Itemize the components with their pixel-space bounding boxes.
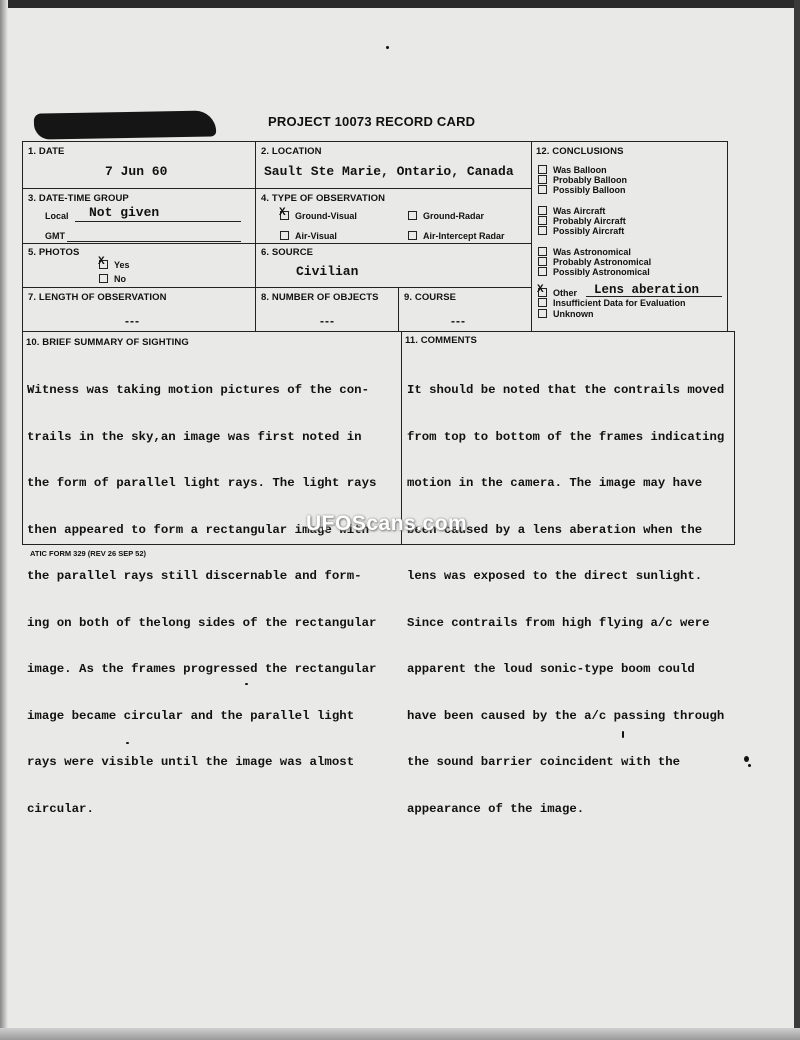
conclusion-checkbox — [538, 175, 547, 184]
air-visual-checkbox — [280, 231, 289, 240]
date-cell — [22, 141, 256, 189]
conclusion-label: Probably Aircraft — [553, 216, 626, 226]
comments-line: been caused by a lens aberation when the — [407, 522, 703, 537]
conclusion-label: Was Astronomical — [553, 247, 631, 257]
comments-line: the sound barrier coincident with the — [407, 755, 681, 769]
source-cell — [255, 243, 532, 288]
scan-speck — [126, 742, 129, 744]
local-value: Not given — [89, 205, 160, 220]
conclusion-checkbox — [538, 206, 547, 215]
location-label: 2. LOCATION — [261, 146, 322, 157]
conclusion-label: Other — [553, 288, 578, 298]
conclusion-label: Possibly Aircraft — [553, 226, 625, 236]
summary-line: trails in the sky,an image was first noted in — [27, 429, 362, 444]
summary-line: the form of parallel light rays. The light rays — [27, 476, 377, 490]
air-visual-label: Air-Visual — [295, 231, 337, 241]
source-value: Civilian — [296, 264, 359, 279]
conclusion-was-balloon — [538, 165, 607, 175]
photos-cell — [22, 243, 256, 288]
date-value: 7 Jun 60 — [105, 164, 168, 179]
comments-line: Since contrails from high flying a/c were — [407, 615, 710, 630]
comments-line: apparent the loud sonic-type boom could — [407, 662, 695, 676]
summary-line: the parallel rays still discernable and form- — [27, 569, 362, 583]
photos-no-label: No — [114, 274, 126, 284]
photos-yes-label: Yes — [114, 260, 130, 270]
conclusions-label: 12. CONCLUSIONS — [536, 146, 624, 157]
conclusion-label: Was Balloon — [553, 165, 607, 175]
photos-label: 5. PHOTOS — [28, 247, 80, 258]
conclusion-checkbox — [538, 267, 547, 276]
conclusion-checkbox — [538, 226, 547, 235]
conclusion-possibly-astronomical — [538, 267, 650, 277]
conclusion-probably-astronomical — [538, 257, 651, 267]
ground-visual-label: Ground-Visual — [295, 211, 357, 221]
date-time-group-cell — [22, 188, 256, 244]
conclusion-label: Possibly Astronomical — [553, 267, 650, 277]
scan-speck — [744, 756, 749, 762]
scan-edge-bottom — [0, 1028, 800, 1040]
number-of-objects-label: 8. NUMBER OF OBJECTS — [261, 292, 379, 303]
summary-line: circular. — [27, 801, 94, 816]
conclusion-possibly-aircraft — [538, 226, 624, 236]
summary-line: image. As the frames progressed the rectangular — [27, 662, 377, 676]
conclusion-checkbox — [538, 185, 547, 194]
type-of-observation-label: 4. TYPE OF OBSERVATION — [261, 193, 386, 204]
scan-edge-right — [794, 0, 800, 1040]
ground-radar-checkbox — [408, 211, 417, 220]
summary-line: image became circular and the parallel light — [27, 708, 355, 723]
conclusion-label: Unknown — [553, 309, 594, 319]
local-underline — [75, 221, 241, 222]
summary-text — [27, 352, 376, 833]
conclusion-probably-balloon — [538, 175, 627, 185]
location-value: Sault Ste Marie, Ontario, Canada — [264, 164, 514, 179]
scan-edge-top — [0, 0, 800, 8]
conclusion-label: Probably Astronomical — [553, 257, 652, 267]
conclusion-was-astronomical — [538, 247, 631, 257]
photos-no-checkbox — [99, 274, 108, 283]
conclusion-label: Probably Balloon — [553, 175, 628, 185]
air-intercept-radar-checkbox — [408, 231, 417, 240]
date-time-group-label: 3. DATE-TIME GROUP — [28, 193, 129, 204]
course-cell — [398, 287, 532, 332]
comments-line: lens was exposed to the direct sunlight. — [407, 569, 703, 583]
local-label: Local — [45, 211, 69, 221]
length-of-observation-label: 7. LENGTH OF OBSERVATION — [28, 292, 167, 303]
comments-line: appearance of the image. — [407, 801, 585, 816]
option-air-intercept-radar — [408, 231, 505, 241]
number-of-objects-value: --- — [320, 314, 335, 328]
conclusion-was-aircraft — [538, 206, 605, 216]
conclusion-checkbox — [538, 309, 547, 318]
conclusion-other-checkbox — [538, 288, 547, 297]
conclusion-label: Was Aircraft — [553, 206, 606, 216]
scan-speck — [748, 764, 751, 767]
scan-speck — [245, 683, 248, 685]
number-of-objects-cell — [255, 287, 399, 332]
ground-radar-label: Ground-Radar — [423, 211, 485, 221]
conclusion-probably-aircraft — [538, 216, 626, 226]
conclusion-insufficient-data — [538, 298, 686, 308]
conclusion-checkbox — [538, 165, 547, 174]
redaction-mark — [34, 110, 216, 139]
location-cell — [255, 141, 532, 189]
comments-line: from top to bottom of the frames indicating — [407, 429, 725, 444]
conclusion-checkbox — [538, 247, 547, 256]
conclusion-checkbox — [538, 298, 547, 307]
date-label: 1. DATE — [28, 146, 65, 157]
comments-line: have been caused by the a/c passing through — [407, 708, 725, 723]
conclusion-checkbox — [538, 257, 547, 266]
scan-speck — [386, 46, 389, 49]
scan-speck — [622, 731, 624, 738]
length-of-observation-cell — [22, 287, 256, 332]
option-ground-radar — [408, 211, 484, 221]
photos-no-option — [99, 274, 126, 284]
scan-edge-left — [0, 0, 8, 1040]
summary-line: ing on both of thelong sides of the rectangular — [27, 615, 377, 630]
photos-yes-checkbox — [99, 260, 108, 269]
type-of-observation-cell — [255, 188, 532, 244]
summary-line: rays were visible until the image was almost — [27, 755, 355, 769]
option-air-visual — [280, 231, 337, 241]
summary-line: Witness was taking motion pictures of the con- — [27, 383, 370, 397]
card-title: PROJECT 10073 RECORD CARD — [268, 114, 476, 129]
watermark: UFOScans.com — [306, 512, 468, 535]
conclusion-label: Possibly Balloon — [553, 185, 626, 195]
form-number: ATIC FORM 329 (REV 26 SEP 52) — [30, 549, 147, 558]
conclusion-other-value: Lens aberation — [594, 283, 700, 297]
air-intercept-radar-label: Air-Intercept Radar — [423, 231, 505, 241]
gmt-underline — [67, 241, 241, 242]
summary-line: then appeared to form a rectangular image with — [27, 522, 370, 537]
conclusion-other — [538, 288, 577, 298]
conclusion-label: Insufficient Data for Evaluation — [553, 298, 686, 308]
conclusion-checkbox — [538, 216, 547, 225]
gmt-label: GMT — [45, 231, 65, 241]
summary-label: 10. BRIEF SUMMARY OF SIGHTING — [26, 337, 189, 348]
comments-line: motion in the camera. The image may have — [407, 476, 703, 490]
option-ground-visual — [280, 211, 357, 221]
source-label: 6. SOURCE — [261, 247, 314, 258]
conclusion-other-underline — [586, 296, 722, 297]
photos-yes-option — [99, 260, 130, 270]
comments-line: It should be noted that the contrails moved — [407, 383, 725, 397]
comments-text — [407, 352, 724, 833]
comments-label: 11. COMMENTS — [405, 335, 477, 346]
course-label: 9. COURSE — [404, 292, 457, 303]
conclusion-unknown — [538, 309, 594, 319]
length-of-observation-value: --- — [125, 314, 140, 328]
course-value: --- — [451, 314, 466, 328]
conclusion-possibly-balloon — [538, 185, 626, 195]
ground-visual-checkbox — [280, 211, 289, 220]
